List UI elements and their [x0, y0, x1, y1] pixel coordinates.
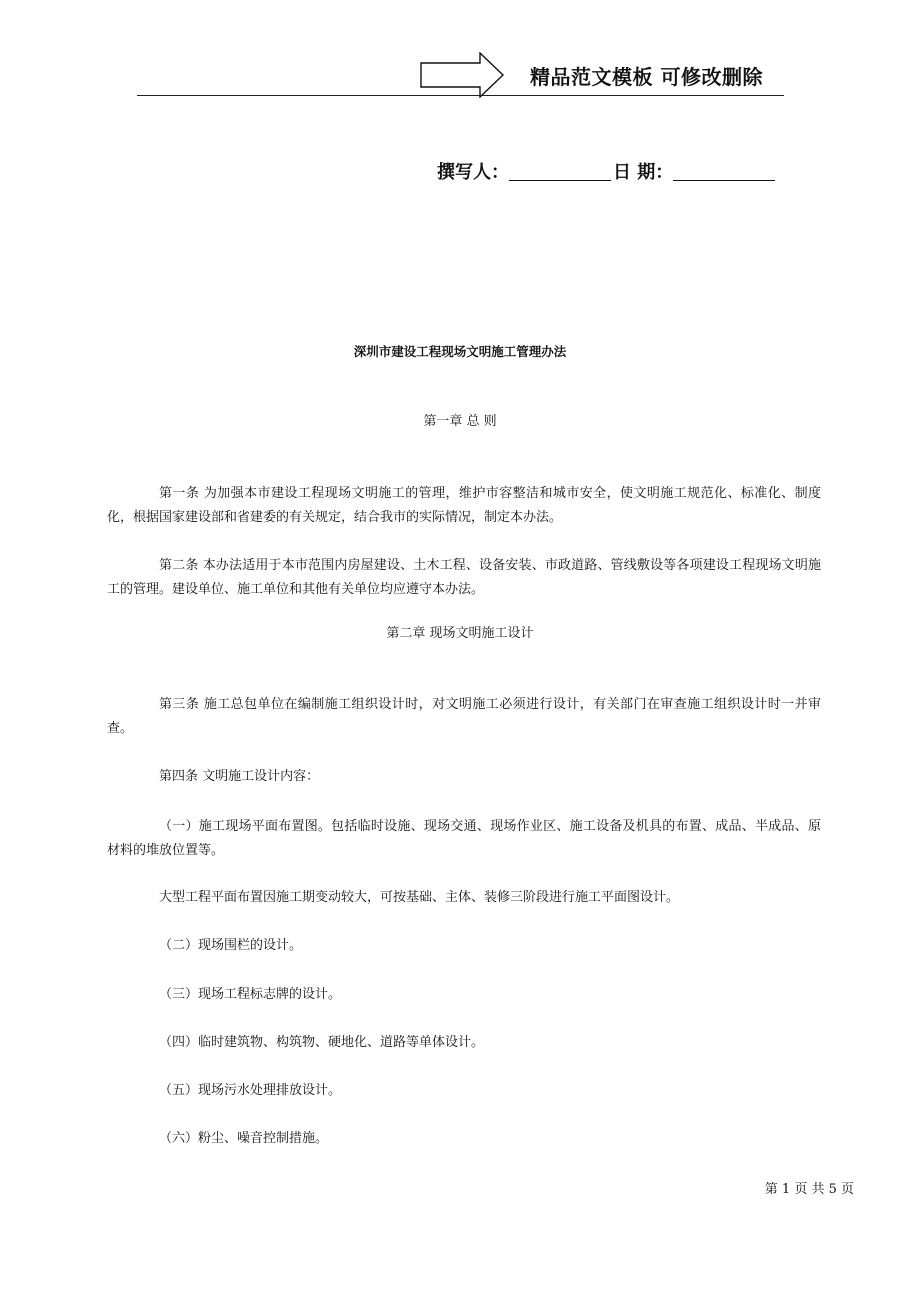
list-item-2: （二）现场围栏的设计。: [159, 938, 303, 953]
list-item-3: （三）现场工程标志牌的设计。: [159, 987, 342, 1002]
list-item-1: （一）施工现场平面布置图。包括临时设施、现场交通、现场作业区、施工设备及机具的布置、成品、半成品、原材料的堆放位置等。: [107, 819, 821, 858]
page-number: 第 1 页 共 5 页: [764, 1182, 854, 1197]
author-date-line: [437, 159, 775, 187]
date-blank: [673, 160, 775, 181]
list-item-6: （六）粉尘、噪音控制措施。: [159, 1131, 329, 1146]
article-4: 第四条 文明施工设计内容：: [159, 769, 320, 784]
date-label: 日 期：: [613, 162, 674, 183]
list-item-4: （四）临时建筑物、构筑物、硬地化、道路等单体设计。: [159, 1035, 485, 1050]
list-item-5: （五）现场污水处理排放设计。: [159, 1083, 342, 1098]
chapter-heading-1: 第一章 总 则: [423, 414, 497, 429]
author-blank: [509, 160, 611, 181]
list-item-1-note: 大型工程平面布置因施工期变动较大，可按基础、主体、装修三阶段进行施工平面图设计。: [159, 890, 680, 905]
article-3: 第三条 施工总包单位在编制施工组织设计时，对文明施工必须进行设计，有关部门在审查施工组织设计时一并审查。: [107, 697, 821, 736]
author-label: 撰写人：: [437, 162, 509, 183]
article-1: 第一条 为加强本市建设工程现场文明施工的管理，维护市容整洁和城市安全，使文明施工规范化、标准化、制度化，根据国家建设部和省建委的有关规定，结合我市的实际情况，制定本办法。: [107, 486, 821, 525]
article-2: 第二条 本办法适用于本市范围内房屋建设、土木工程、设备安装、市政道路、管线敷设等各项建设工程现场文明施工的管理。建设单位、施工单位和其他有关单位均应遵守本办法。: [107, 558, 821, 597]
header-title: 精品范文模板 可修改删除: [530, 65, 763, 89]
header-divider: [137, 95, 784, 96]
right-arrow-outline-icon: [420, 52, 504, 98]
chapter-heading-2: 第二章 现场文明施工设计: [386, 626, 534, 641]
document-title: 深圳市建设工程现场文明施工管理办法: [353, 344, 567, 359]
